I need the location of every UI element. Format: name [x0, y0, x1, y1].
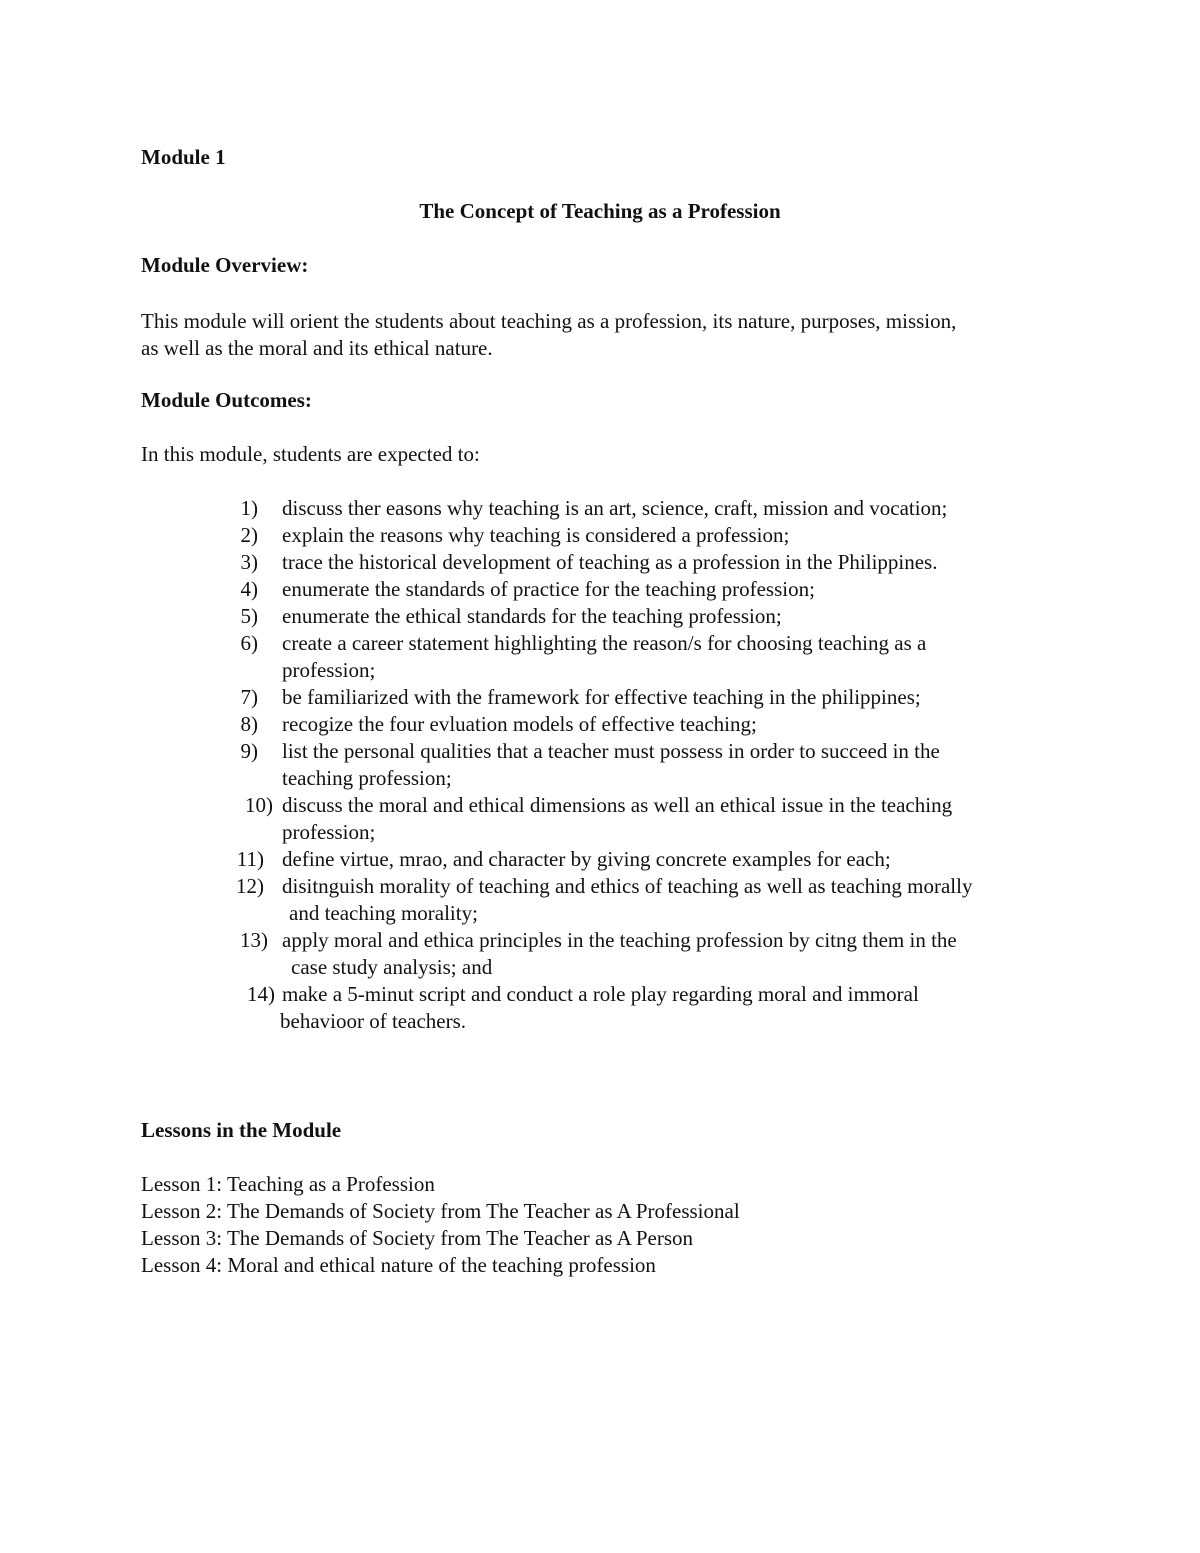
outcome-text: apply moral and ethica principles in the teaching profession by citng them in the — [282, 928, 957, 952]
outcome-text: disitnguish morality of teaching and ethics of teaching as well as teaching morally — [282, 874, 973, 898]
outcome-text-continued: profession; — [282, 820, 376, 844]
outcome-number: 4) — [240, 577, 258, 601]
outcome-text-continued: behavioor of teachers. — [280, 1009, 466, 1033]
outcome-text: make a 5-minut script and conduct a role play regarding moral and immoral — [282, 982, 919, 1006]
outcome-number: 2) — [240, 523, 258, 547]
outcome-text: discuss the moral and ethical dimensions as well an ethical issue in the teaching — [282, 793, 953, 817]
overview-line-2: as well as the moral and its ethical nature. — [141, 336, 493, 360]
outcome-number: 8) — [240, 712, 258, 736]
overview-heading: Module Overview: — [141, 253, 309, 277]
lessons-heading: Lessons in the Module — [141, 1118, 342, 1142]
outcomes-intro: In this module, students are expected to: — [141, 442, 480, 466]
outcome-number: 3) — [240, 550, 258, 574]
outcome-number: 1) — [240, 496, 258, 520]
module-label: Module 1 — [141, 145, 226, 169]
outcome-number: 6) — [240, 631, 258, 655]
outcome-text: be familiarized with the framework for effective teaching in the philippines; — [282, 685, 921, 709]
outcomes-heading: Module Outcomes: — [141, 388, 312, 412]
outcome-text-continued: and teaching morality; — [289, 901, 478, 925]
outcome-text: enumerate the standards of practice for the teaching profession; — [282, 577, 815, 601]
document-title: The Concept of Teaching as a Profession — [419, 199, 781, 223]
lesson-item: Lesson 4: Moral and ethical nature of the teaching profession — [141, 1253, 656, 1277]
outcome-number: 13) — [240, 928, 268, 952]
outcome-text: define virtue, mrao, and character by giving concrete examples for each; — [282, 847, 891, 871]
outcome-number: 9) — [240, 739, 258, 763]
outcome-number: 5) — [240, 604, 258, 628]
lesson-item: Lesson 3: The Demands of Society from The Teacher as A Person — [141, 1226, 693, 1250]
outcome-text: trace the historical development of teaching as a profession in the Philippines. — [282, 550, 938, 574]
outcome-text: create a career statement highlighting the reason/s for choosing teaching as a — [282, 631, 927, 655]
outcome-text: enumerate the ethical standards for the teaching profession; — [282, 604, 782, 628]
outcome-number: 10) — [245, 793, 273, 817]
outcome-number: 14) — [247, 982, 275, 1006]
outcome-number: 11) — [236, 847, 264, 871]
outcome-text: explain the reasons why teaching is considered a profession; — [282, 523, 790, 547]
outcome-text-continued: profession; — [282, 658, 376, 682]
lesson-item: Lesson 2: The Demands of Society from The Teacher as A Professional — [141, 1199, 740, 1223]
outcome-text: discuss ther easons why teaching is an art, science, craft, mission and vocation; — [282, 496, 948, 520]
outcome-text: list the personal qualities that a teacher must possess in order to succeed in the — [282, 739, 940, 763]
overview-line-1: This module will orient the students about teaching as a profession, its nature, purposes, mission, — [141, 309, 957, 333]
outcome-text-continued: case study analysis; and — [291, 955, 493, 979]
outcome-number: 7) — [240, 685, 258, 709]
outcome-text: recogize the four evluation models of effective teaching; — [282, 712, 757, 736]
outcome-text-continued: teaching profession; — [282, 766, 452, 790]
lesson-item: Lesson 1: Teaching as a Profession — [141, 1172, 435, 1196]
outcome-number: 12) — [236, 874, 264, 898]
